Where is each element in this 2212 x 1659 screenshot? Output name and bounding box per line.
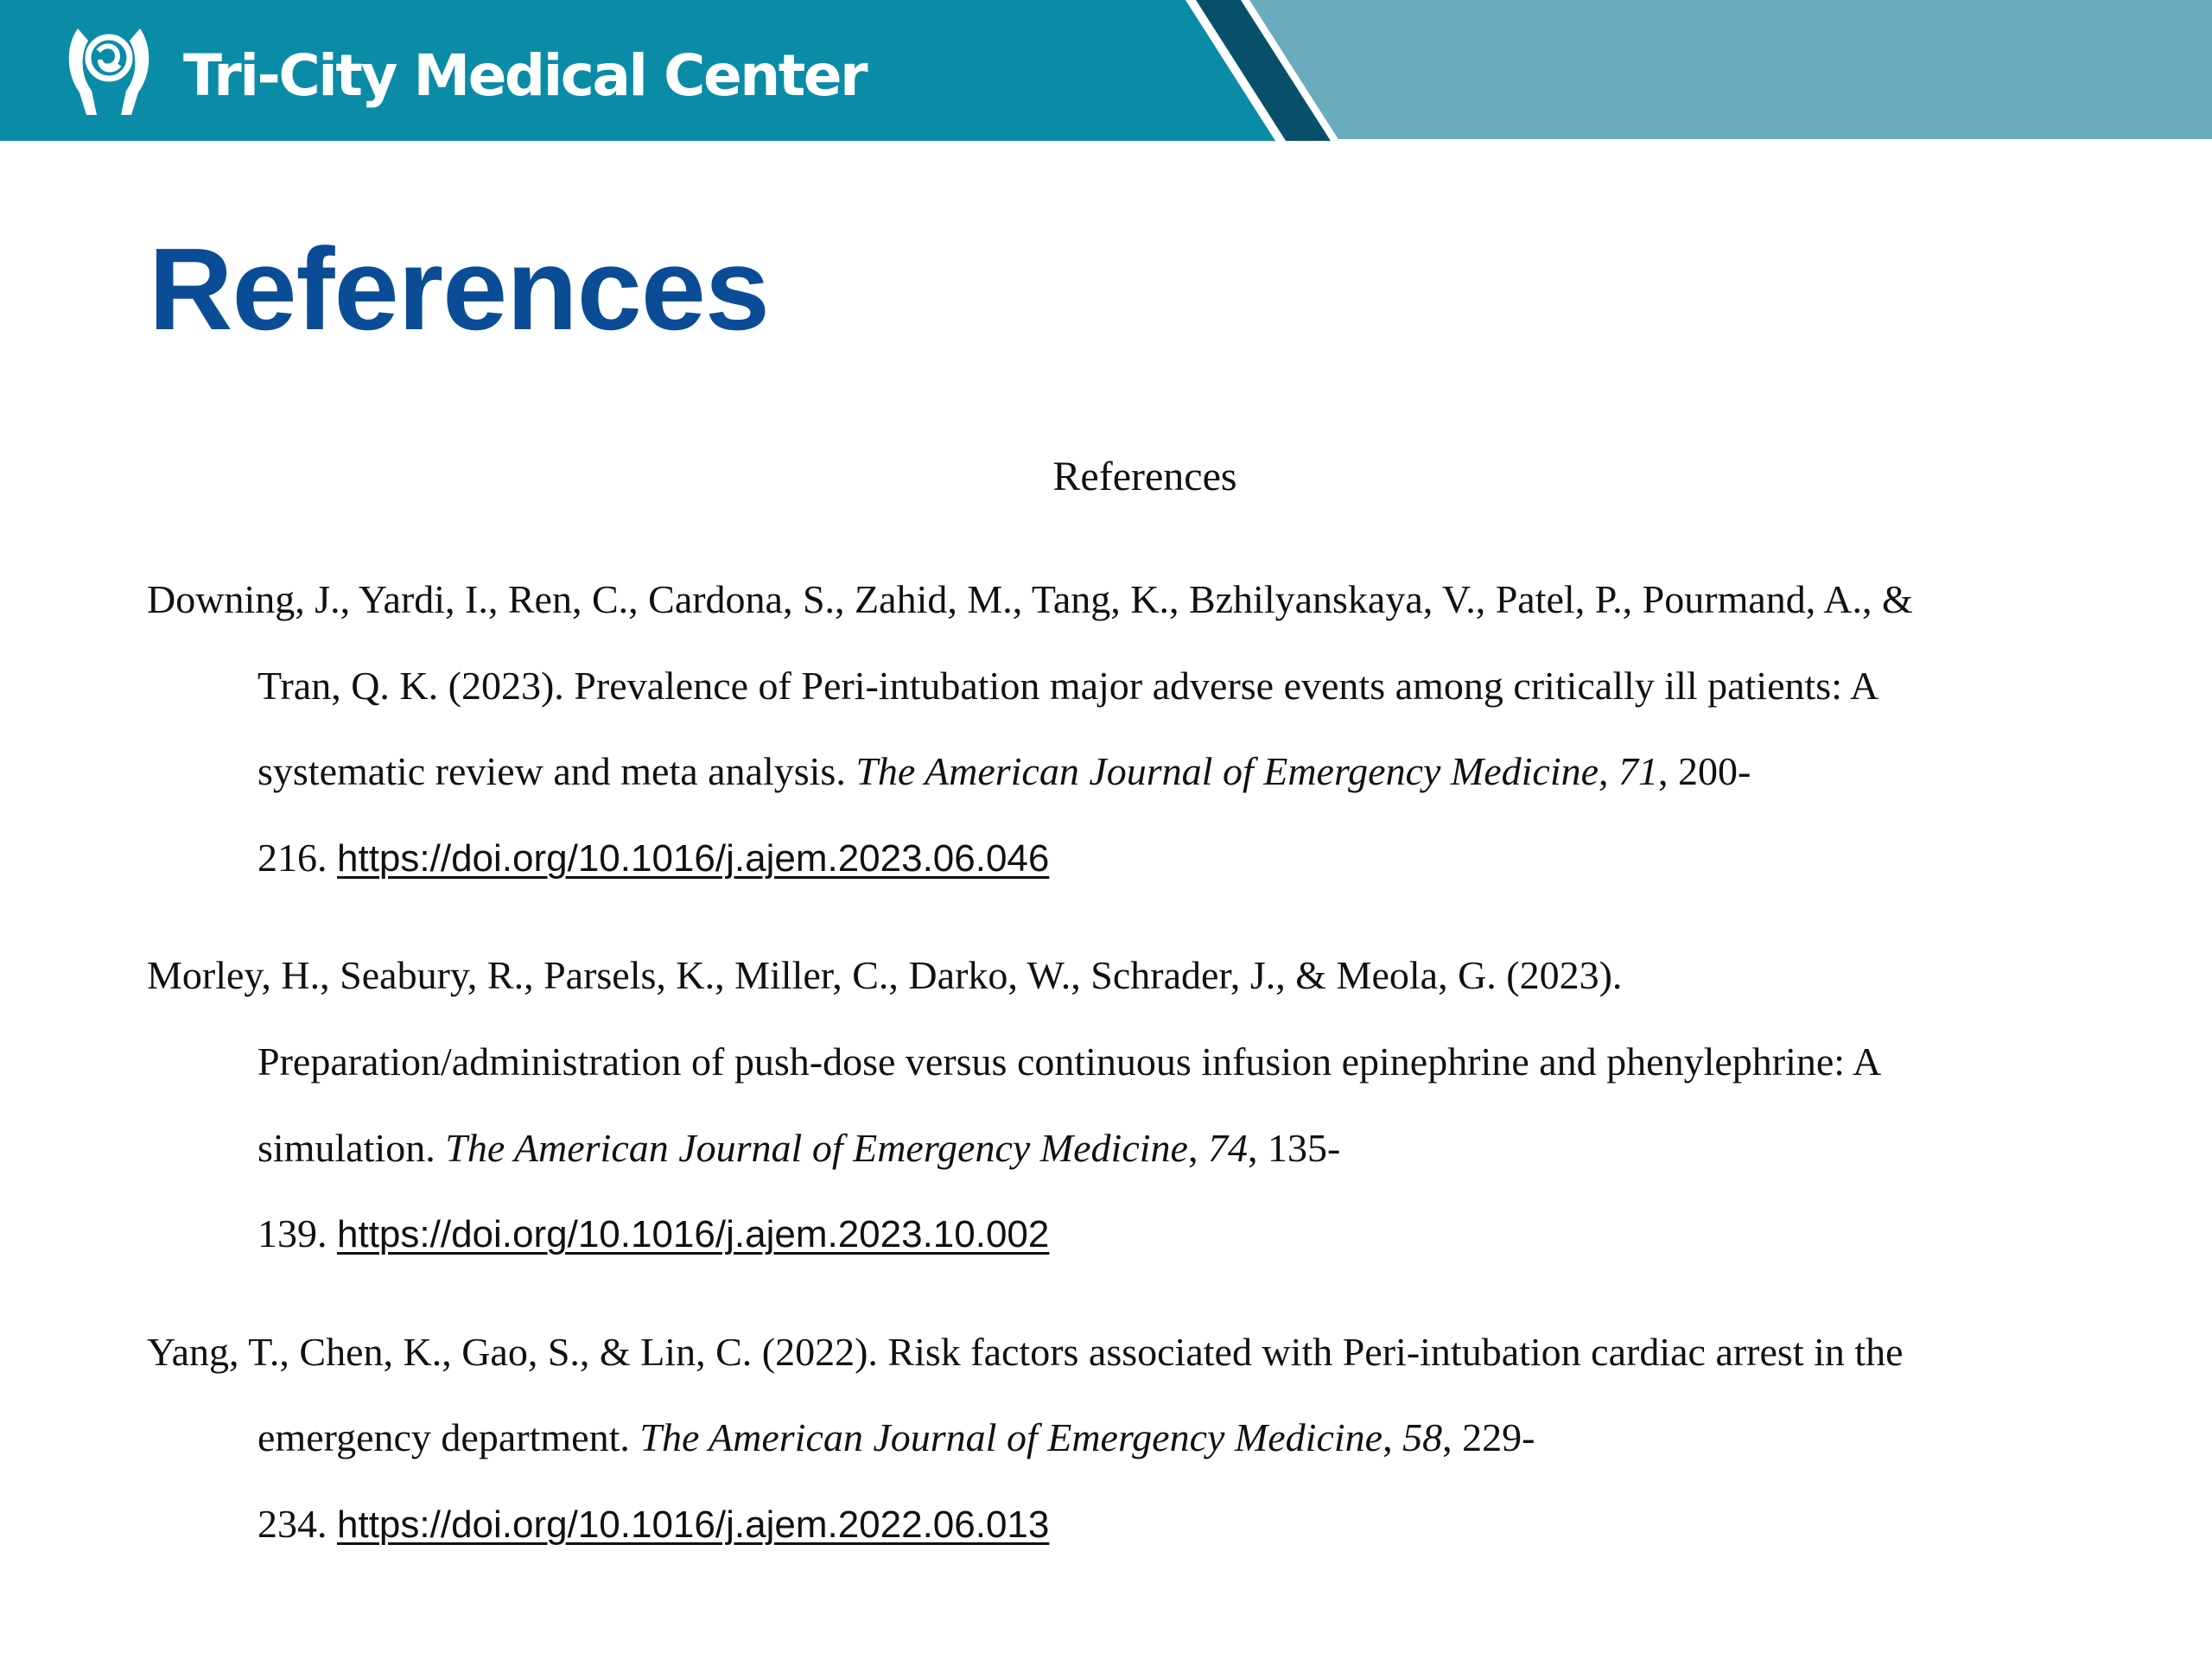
doi-link[interactable]: https://doi.org/10.1016/j.ajem.2023.10.002 xyxy=(337,1213,1050,1256)
reference-text: systematic review and meta analysis. xyxy=(257,749,856,794)
reference-line: Preparation/administration of push-dose versus continuous infusion epinephrine and phenylephrine: A xyxy=(257,1039,1882,1084)
page-range-start: , 200- xyxy=(1658,749,1751,794)
doi-link[interactable]: https://doi.org/10.1016/j.ajem.2022.06.013 xyxy=(337,1503,1050,1546)
reference-separator: , xyxy=(1599,749,1619,794)
reference-line xyxy=(257,1481,2074,1568)
journal-name: The American Journal of Emergency Medicine xyxy=(445,1125,1188,1170)
journal-volume: 58 xyxy=(1402,1415,1443,1460)
reference-text: emergency department. xyxy=(257,1415,640,1460)
page-range-end: 139. xyxy=(257,1211,337,1256)
reference-line: Yang, T., Chen, K., Gao, S., & Lin, C. (2022). Risk factors associated with Peri-intubation cardiac arrest in the xyxy=(147,1329,1904,1374)
reference-line xyxy=(257,815,2074,902)
brand[interactable] xyxy=(60,16,866,124)
reference-line xyxy=(257,1191,2074,1278)
references-heading: References xyxy=(1052,454,1237,499)
journal-name: The American Journal of Emergency Medicine xyxy=(855,749,1599,794)
reference-separator: , xyxy=(1382,1415,1403,1460)
reference-entry-3 xyxy=(147,1309,2074,1568)
reference-line: Morley, H., Seabury, R., Parsels, K., Miller, C., Darko, W., Schrader, J., & Meola, G. (2023). xyxy=(147,953,1623,998)
page-range-end: 234. xyxy=(257,1501,337,1546)
journal-volume: 71 xyxy=(1618,749,1659,794)
doi-link[interactable]: https://doi.org/10.1016/j.ajem.2023.06.046 xyxy=(337,836,1050,880)
hands-cradling-knot-icon xyxy=(60,20,157,120)
reference-line xyxy=(257,1105,2074,1192)
reference-list xyxy=(147,556,2074,1599)
reference-entry-1 xyxy=(147,556,2074,901)
reference-line xyxy=(257,728,2074,815)
reference-separator: , xyxy=(1187,1125,1208,1170)
page-range-start: , 229- xyxy=(1442,1415,1535,1460)
journal-volume: 74 xyxy=(1207,1125,1248,1170)
reference-line: Tran, Q. K. (2023). Prevalence of Peri-intubation major adverse events among critically ill patients: A xyxy=(257,663,1879,708)
journal-name: The American Journal of Emergency Medicine xyxy=(639,1415,1383,1460)
reference-entry-2 xyxy=(147,932,2074,1277)
org-name: Tri-City Medical Center xyxy=(183,41,867,109)
page-range-end: 216. xyxy=(257,835,337,880)
page-range-start: , 135- xyxy=(1247,1125,1341,1170)
reference-line: Downing, J., Yardi, I., Ren, C., Cardona, S., Zahid, M., Tang, K., Bzhilyanskaya, V., Patel, P., Pourmand, A., & xyxy=(147,577,1913,621)
reference-text: simulation. xyxy=(257,1125,446,1170)
reference-line xyxy=(257,1395,2074,1481)
slide-title: References xyxy=(149,224,769,354)
